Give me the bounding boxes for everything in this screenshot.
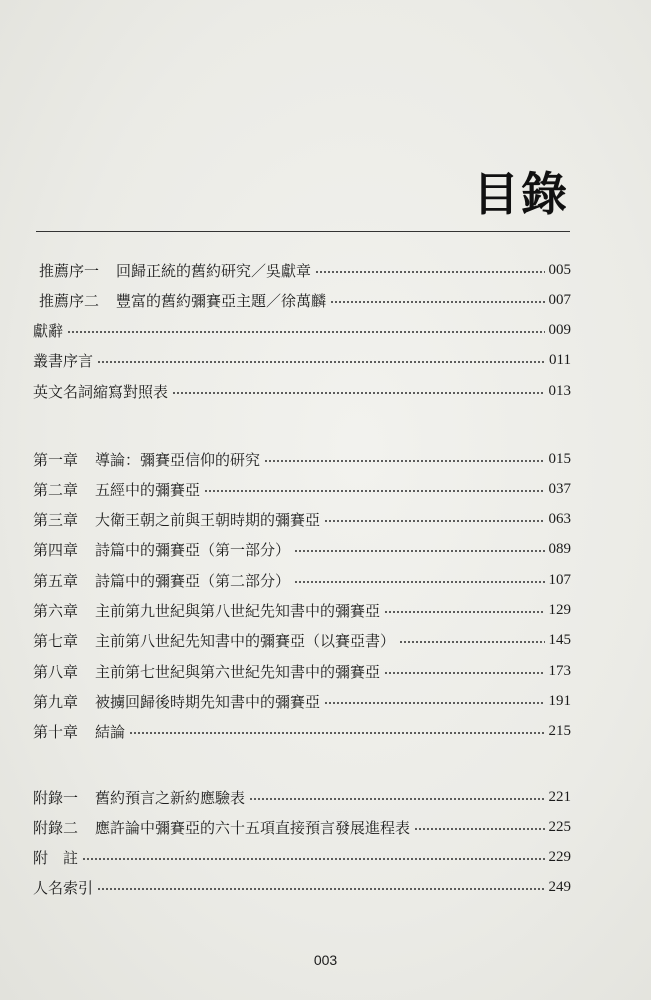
dot-leader — [414, 828, 544, 830]
toc-entry — [33, 815, 571, 839]
toc-entry-title: 五經中的彌賽亞 — [95, 480, 201, 499]
toc-entry — [33, 379, 571, 403]
toc-entry-title: 詩篇中的彌賽亞（第一部分） — [95, 541, 291, 560]
toc-entry-label: 附錄一 — [33, 788, 79, 807]
toc-entry — [33, 477, 571, 501]
toc-entry-title: 大衛王朝之前與王朝時期的彌賽亞 — [95, 511, 321, 530]
toc-entry — [33, 349, 571, 373]
dot-leader — [129, 732, 544, 734]
toc-entry-page: 145 — [548, 632, 571, 649]
toc-entry-page: 009 — [548, 322, 571, 339]
toc-entry-label: 第七章 — [33, 632, 79, 651]
toc-entry — [33, 599, 571, 623]
toc-entry-page: 225 — [548, 818, 571, 835]
toc-entry — [39, 258, 571, 282]
toc-entry-page: 063 — [548, 511, 571, 528]
toc-entry-label: 第五章 — [33, 571, 79, 590]
toc-entry — [33, 689, 571, 713]
dot-leader — [324, 702, 544, 704]
toc-entry-page: 037 — [548, 480, 571, 497]
dot-leader — [384, 672, 544, 674]
toc-entry-label: 第九章 — [33, 692, 79, 711]
dot-leader — [249, 798, 544, 800]
toc-entry-page: 011 — [549, 352, 571, 369]
dot-leader — [264, 460, 544, 462]
toc-entry — [33, 447, 571, 471]
dot-leader — [67, 331, 544, 333]
toc-entry — [39, 288, 571, 312]
toc-entry-title: 豐富的舊約彌賽亞主題／徐萬麟 — [116, 291, 327, 310]
toc-entry-label: 附錄二 — [33, 818, 79, 837]
dot-leader — [97, 361, 545, 363]
dot-leader — [399, 641, 544, 643]
table-of-contents — [33, 0, 571, 1000]
toc-entry-label: 第四章 — [33, 541, 79, 560]
toc-entry-title: 主前第九世紀與第八世紀先知書中的彌賽亞 — [95, 602, 381, 620]
page-title: 目錄 — [473, 167, 569, 221]
toc-entry-page: 005 — [548, 261, 571, 278]
toc-entry-title: 結論 — [95, 723, 126, 742]
toc-entry-title: 導論：彌賽亞信仰的研究 — [95, 450, 261, 469]
toc-entry — [33, 876, 571, 900]
toc-entry-label: 第六章 — [33, 602, 79, 620]
toc-entry-title: 詩篇中的彌賽亞（第二部分） — [95, 571, 291, 590]
toc-entry — [33, 785, 571, 809]
dot-leader — [204, 490, 544, 492]
toc-entry-title: 回歸正統的舊約研究／吳獻章 — [116, 261, 312, 280]
toc-entry-page: 129 — [548, 602, 571, 618]
dot-leader — [315, 271, 544, 273]
toc-entry — [33, 538, 571, 562]
toc-entry-page: 107 — [548, 571, 571, 588]
toc-entry-label: 英文名詞縮寫對照表 — [33, 382, 169, 401]
toc-entry-page: 015 — [548, 450, 571, 467]
toc-entry-page: 007 — [548, 291, 571, 308]
toc-entry-page: 089 — [548, 541, 571, 558]
toc-entry-label: 推薦序一 — [39, 261, 100, 280]
dot-leader — [294, 581, 544, 583]
toc-entry — [33, 629, 571, 653]
dot-leader — [82, 858, 544, 860]
page-number: 003 — [313, 952, 338, 968]
toc-entry-title: 被擄回歸後時期先知書中的彌賽亞 — [95, 692, 321, 711]
toc-entry — [33, 508, 571, 532]
toc-entry-label: 第三章 — [33, 511, 79, 530]
toc-entry-title: 主前第八世紀先知書中的彌賽亞（以賽亞書） — [95, 632, 396, 651]
toc-entry-title: 主前第七世紀與第六世紀先知書中的彌賽亞 — [95, 662, 381, 681]
toc-entry — [33, 846, 571, 870]
toc-entry — [33, 319, 571, 343]
toc-entry-page: 215 — [548, 723, 571, 740]
dot-leader — [97, 888, 544, 890]
toc-entry-page: 173 — [548, 662, 571, 679]
toc-entry — [33, 568, 571, 592]
toc-entry-label: 獻辭 — [33, 322, 64, 341]
toc-entry-page: 249 — [548, 879, 571, 896]
toc-entry-page: 229 — [548, 849, 571, 866]
toc-entry-label: 第二章 — [33, 480, 79, 499]
toc-entry-page: 013 — [548, 382, 571, 399]
dot-leader — [294, 550, 544, 552]
toc-entry-label: 叢書序言 — [33, 352, 94, 371]
toc-entry-title: 舊約預言之新約應驗表 — [95, 788, 246, 807]
dot-leader — [324, 520, 544, 522]
toc-entry-label: 人名索引 — [33, 879, 94, 898]
toc-entry-label: 附 註 — [33, 849, 79, 868]
toc-entry-label: 推薦序二 — [39, 291, 100, 310]
toc-entry-label: 第一章 — [33, 450, 79, 469]
toc-entry — [33, 659, 571, 683]
toc-entry-title: 應許論中彌賽亞的六十五項直接預言發展進程表 — [95, 818, 411, 837]
dot-leader — [330, 301, 544, 303]
toc-entry-label: 第十章 — [33, 723, 79, 742]
toc-entry — [33, 720, 571, 744]
dot-leader — [384, 611, 544, 613]
toc-entry-page: 221 — [548, 788, 571, 805]
dot-leader — [172, 392, 544, 394]
toc-entry-label: 第八章 — [33, 662, 79, 681]
toc-entry-page: 191 — [548, 692, 571, 709]
